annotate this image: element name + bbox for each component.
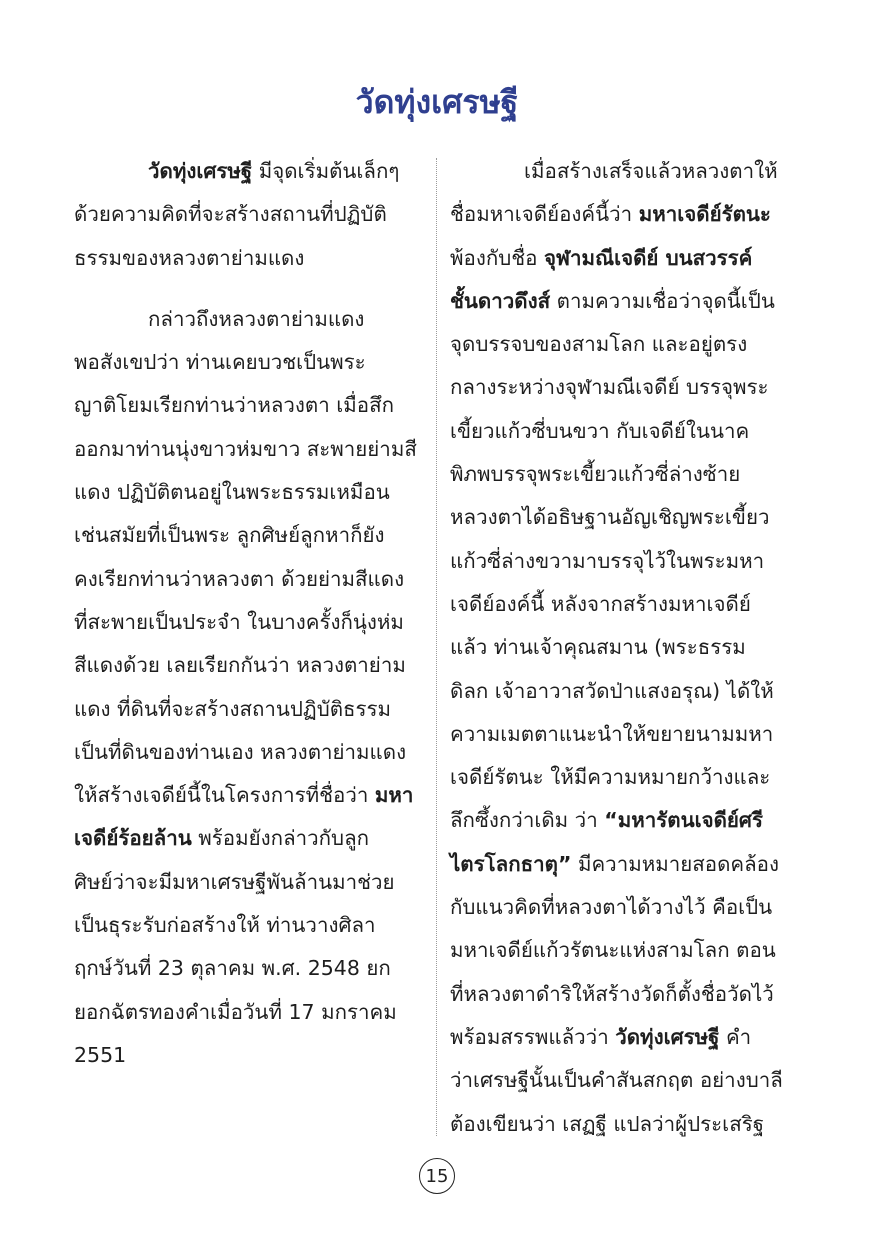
bold-term: มหา [374,783,414,808]
text-line: เมื่อสร้างเสร็จแล้วหลวงตาให้ [524,159,778,183]
text-line: แล้ว ท่านเจ้าคุณสมาน (พระธรรม [450,635,746,660]
text-line: จุดบรรจบของสามโลก และอยู่ตรง [450,332,748,357]
text-line: กล่าวถึงหลวงตาย่ามแดง [148,306,365,331]
text-line: หลวงตาได้อธิษฐานอัญเชิญพระเขี้ยว [450,505,770,530]
text-line: แก้วซี่ล่างขวามาบรรจุไว้ในพระมหา [450,548,765,573]
text-line: ออกมาท่านนุ่งขาวห่มขาว สะพายย่ามสี [74,436,417,461]
text-line: ดิลก เจ้าอาวาสวัดป่าแสงอรุณ) ได้ให้ [450,678,774,703]
bold-term: ไตรโลกธาตุ” [450,851,572,876]
text-line: ที่หลวงตาดำริให้สร้างวัดก็ตั้งชื่อวัดไว้ [450,981,774,1006]
text-line: วัดทุ่งเศรษฐี มีจุดเริ่มต้นเล็กๆ [148,159,400,183]
page-number: 15 [419,1158,455,1194]
text-line: ชั้นดาวดึงส์ ตามความเชื่อว่าจุดนี้เป็น [450,288,775,313]
text-line: ต้องเขียนว่า เสฏฐี แปลว่าผู้ประเสริฐ [450,1111,765,1136]
column-divider [436,158,437,1136]
bold-term: ชั้นดาวดึงส์ [450,288,551,313]
bold-term: “มหารัตนเจดีย์ศรี [604,808,763,833]
page-title: วัดทุ่งเศรษฐี [355,83,519,121]
text-line: 2551 [74,1042,127,1067]
text-line: ยอกฉัตรทองคำเมื่อวันที่ 17 มกราคม [74,999,397,1024]
bold-term: วัดทุ่งเศรษฐี [148,159,253,183]
text-line: พิภพบรรจุพระเขี้ยวแก้วซี่ล่างซ้าย [450,462,741,487]
text-line: เจดีย์รัตนะ ให้มีความหมายกว้างและ [450,765,771,790]
text-line: กลางระหว่างจุฬามณีเจดีย์ บรรจุพระ [450,375,769,400]
text-line: สีแดงด้วย เลยเรียกกันว่า หลวงตาย่าม [74,653,406,678]
text-line: ญาติโยมเรียกท่านว่าหลวงตา เมื่อสึก [74,393,395,418]
text-line: พร้อมสรรพแล้วว่า วัดทุ่งเศรษฐี คำ [450,1024,752,1049]
text-line: เป็นที่ดินของท่านเอง หลวงตาย่ามแดง [74,739,407,764]
text-line: ที่สะพายเป็นประจำ ในบางครั้งก็นุ่งห่ม [74,609,404,634]
bold-term: วัดทุ่งเศรษฐี [615,1024,720,1049]
text-line: เป็นธุระรับก่อสร้างให้ ท่านวางศิลา [74,913,376,938]
left-column [74,150,426,1077]
text-line: ชื่อมหาเจดีย์องค์นี้ว่า มหาเจดีย์รัตนะ [450,202,771,227]
text-line: เขี้ยวแก้วซี่บนขวา กับเจดีย์ในนาค [450,418,750,443]
text-line: ว่าเศรษฐีนั้นเป็นคำสันสกฤต อย่างบาลี [450,1068,783,1093]
bold-term: จุฬามณีเจดีย์ บนสวรรค์ [544,245,753,270]
bold-term: เจดีย์ร้อยล้าน [74,826,192,851]
text-line: มหาเจดีย์แก้วรัตนะแห่งสามโลก ตอน [450,938,776,963]
text-line: ความเมตตาแนะนำให้ขยายนามมหา [450,721,774,746]
text-line: ให้สร้างเจดีย์นี้ในโครงการที่ชื่อว่า มหา [74,783,414,808]
text-line: ฤกษ์วันที่ 23 ตุลาคม พ.ศ. 2548 ยก [74,956,391,981]
text-line: ธรรมของหลวงตาย่ามแดง [74,245,305,270]
text-line: ด้วยความคิดที่จะสร้างสถานที่ปฏิบัติ [74,202,387,227]
text-line: เจดีย์องค์นี้ หลังจากสร้างมหาเจดีย์ [450,591,751,616]
text-line: ลึกซึ้งกว่าเดิม ว่า “มหารัตนเจดีย์ศรี [450,808,763,833]
text-line: กับแนวคิดที่หลวงตาได้วางไว้ คือเป็น [450,895,773,920]
text-line: แดง ที่ดินที่จะสร้างสถานปฏิบัติธรรม [74,696,392,721]
text-line: พอสังเขปว่า ท่านเคยบวชเป็นพระ [74,350,366,375]
text-line: พ้องกับชื่อ จุฬามณีเจดีย์ บนสวรรค์ [450,245,753,270]
text-line: ไตรโลกธาตุ” มีความหมายสอดคล้อง [450,851,779,876]
right-column [450,150,800,1146]
text-line: คงเรียกท่านว่าหลวงตา ด้วยย่ามสีแดง [74,566,405,591]
text-line: เช่นสมัยที่เป็นพระ ลูกศิษย์ลูกหาก็ยัง [74,523,385,548]
text-line: ศิษย์ว่าจะมีมหาเศรษฐีพันล้านมาช่วย [74,869,395,894]
bold-term: มหาเจดีย์รัตนะ [638,202,771,227]
text-line: เจดีย์ร้อยล้าน พร้อมยังกล่าวกับลูก [74,826,370,851]
text-line: แดง ปฏิบัติตนอยู่ในพระธรรมเหมือน [74,480,390,505]
